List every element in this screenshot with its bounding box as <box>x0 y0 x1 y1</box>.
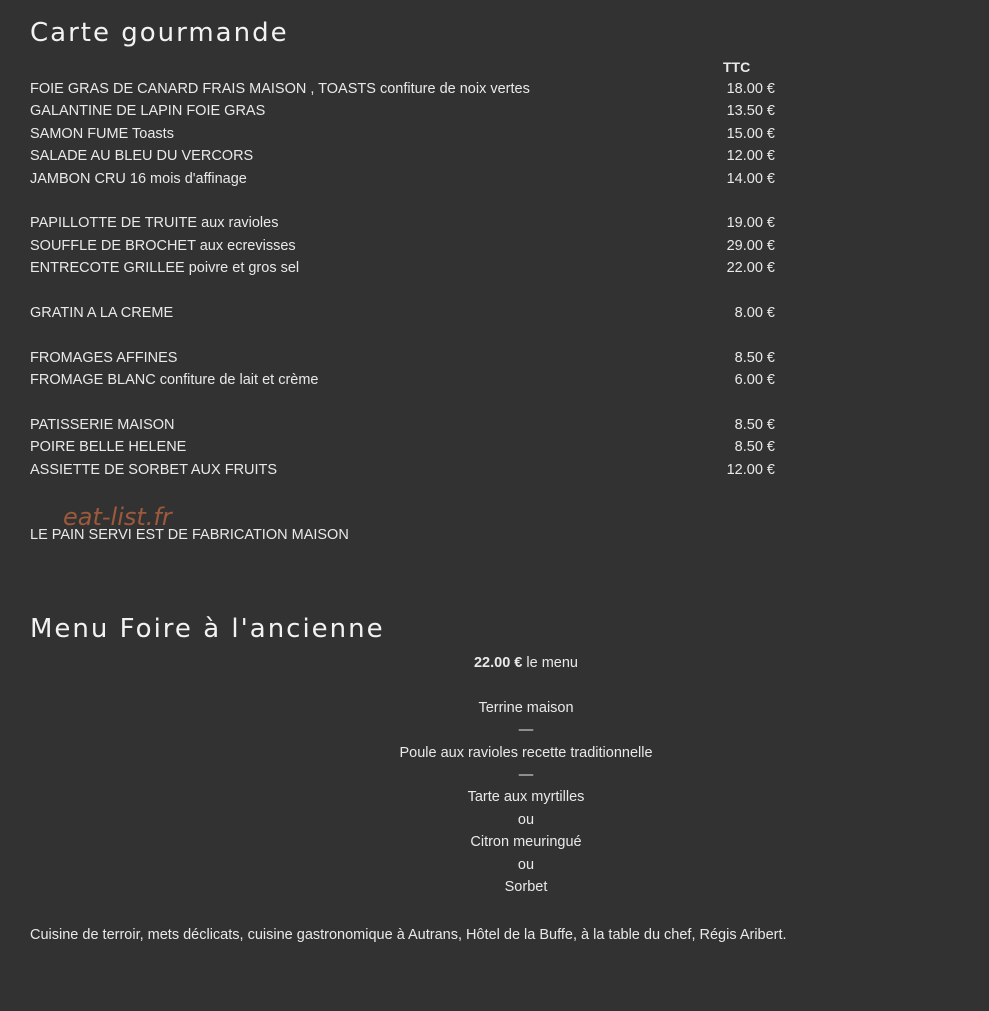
menu-item-name: SAMON FUME Toasts <box>30 125 174 142</box>
course-line: Terrine maison <box>478 699 574 716</box>
choice-separator: ou <box>517 811 535 828</box>
menu-item-name: SOUFFLE DE BROCHET aux ecrevisses <box>30 237 296 254</box>
menu-item <box>30 123 775 145</box>
menu-item <box>30 78 775 100</box>
carte-title: Carte gourmande <box>30 18 289 48</box>
menu-item-price: 12.00 € <box>726 461 775 478</box>
course-separator: — <box>518 722 534 739</box>
menu-item <box>30 302 775 324</box>
menu-item <box>30 369 775 391</box>
menu-item <box>30 235 775 257</box>
menu-item-name: FROMAGE BLANC confiture de lait et crème <box>30 372 319 389</box>
menu-item-name: GALANTINE DE LAPIN FOIE GRAS <box>30 103 266 120</box>
menu-item <box>30 212 775 234</box>
course-line <box>0 674 989 696</box>
group-spacer <box>30 391 775 413</box>
menu-item-price: 8.50 € <box>734 416 775 433</box>
watermark: eat-list.fr <box>63 503 172 531</box>
menu-foire-price-suffix: le menu <box>522 655 578 671</box>
menu-foire-title: Menu Foire à l'ancienne <box>30 614 385 644</box>
menu-item-price: 22.00 € <box>726 260 775 277</box>
bread-note: LE PAIN SERVI EST DE FABRICATION MAISON <box>30 527 349 543</box>
menu-item-name: SALADE AU BLEU DU VERCORS <box>30 148 254 165</box>
course-line: Tarte aux myrtilles <box>467 789 585 806</box>
menu-item-name: GRATIN A LA CREME <box>30 304 174 321</box>
menu-item-price: 14.00 € <box>726 170 775 187</box>
menu-item-price: 8.00 € <box>734 304 775 321</box>
footer-description: Cuisine de terroir, mets déclicats, cuisine gastronomique à Autrans, Hôtel de la Buffe, à la table du chef, Régis Aribert. <box>30 927 787 943</box>
menu-item <box>30 168 775 190</box>
choice-separator: ou <box>517 856 535 873</box>
menu-item-name: JAMBON CRU 16 mois d'affinage <box>30 170 247 187</box>
menu-item <box>30 257 775 279</box>
menu-foire-price-value: 22.00 € <box>473 655 523 671</box>
menu-item-name: PAPILLOTTE DE TRUITE aux ravioles <box>30 215 279 232</box>
menu-item-name: ENTRECOTE GRILLEE poivre et gros sel <box>30 260 300 277</box>
menu-item-name: FOIE GRAS DE CANARD FRAIS MAISON , TOASTS confiture de noix vertes <box>30 81 530 97</box>
menu-item-name: FROMAGES AFFINES <box>30 349 178 366</box>
menu-item <box>30 347 775 369</box>
group-spacer <box>30 324 775 346</box>
menu-item-price: 8.50 € <box>734 349 775 366</box>
course-line: Poule aux ravioles recette traditionnelle <box>399 744 653 761</box>
carte-list <box>30 78 775 481</box>
menu-item-name: PATISSERIE MAISON <box>30 416 175 433</box>
menu-item-name: POIRE BELLE HELENE <box>30 439 187 456</box>
menu-item-name: ASSIETTE DE SORBET AUX FRUITS <box>30 461 278 478</box>
menu-item <box>30 414 775 436</box>
menu-item <box>30 459 775 481</box>
menu-item-price: 8.50 € <box>734 439 775 456</box>
menu-item-price: 29.00 € <box>726 237 775 254</box>
menu-item <box>30 100 775 122</box>
menu-item-price: 13.50 € <box>726 103 775 120</box>
menu-item-price: 19.00 € <box>726 215 775 232</box>
menu-item-price: 12.00 € <box>726 148 775 165</box>
group-spacer <box>30 190 775 212</box>
menu-foire-list <box>0 652 989 898</box>
menu-item-price: 6.00 € <box>734 372 775 389</box>
course-separator: — <box>518 766 534 783</box>
course-line: Sorbet <box>504 878 548 895</box>
group-spacer <box>30 280 775 302</box>
menu-item <box>30 145 775 167</box>
course-line: Citron meuringué <box>470 834 582 851</box>
menu-item-price: 18.00 € <box>726 81 775 97</box>
menu-foire-price <box>0 652 989 674</box>
menu-item-price: 15.00 € <box>726 125 775 142</box>
menu-item <box>30 436 775 458</box>
ttc-label: TTC <box>723 59 751 75</box>
